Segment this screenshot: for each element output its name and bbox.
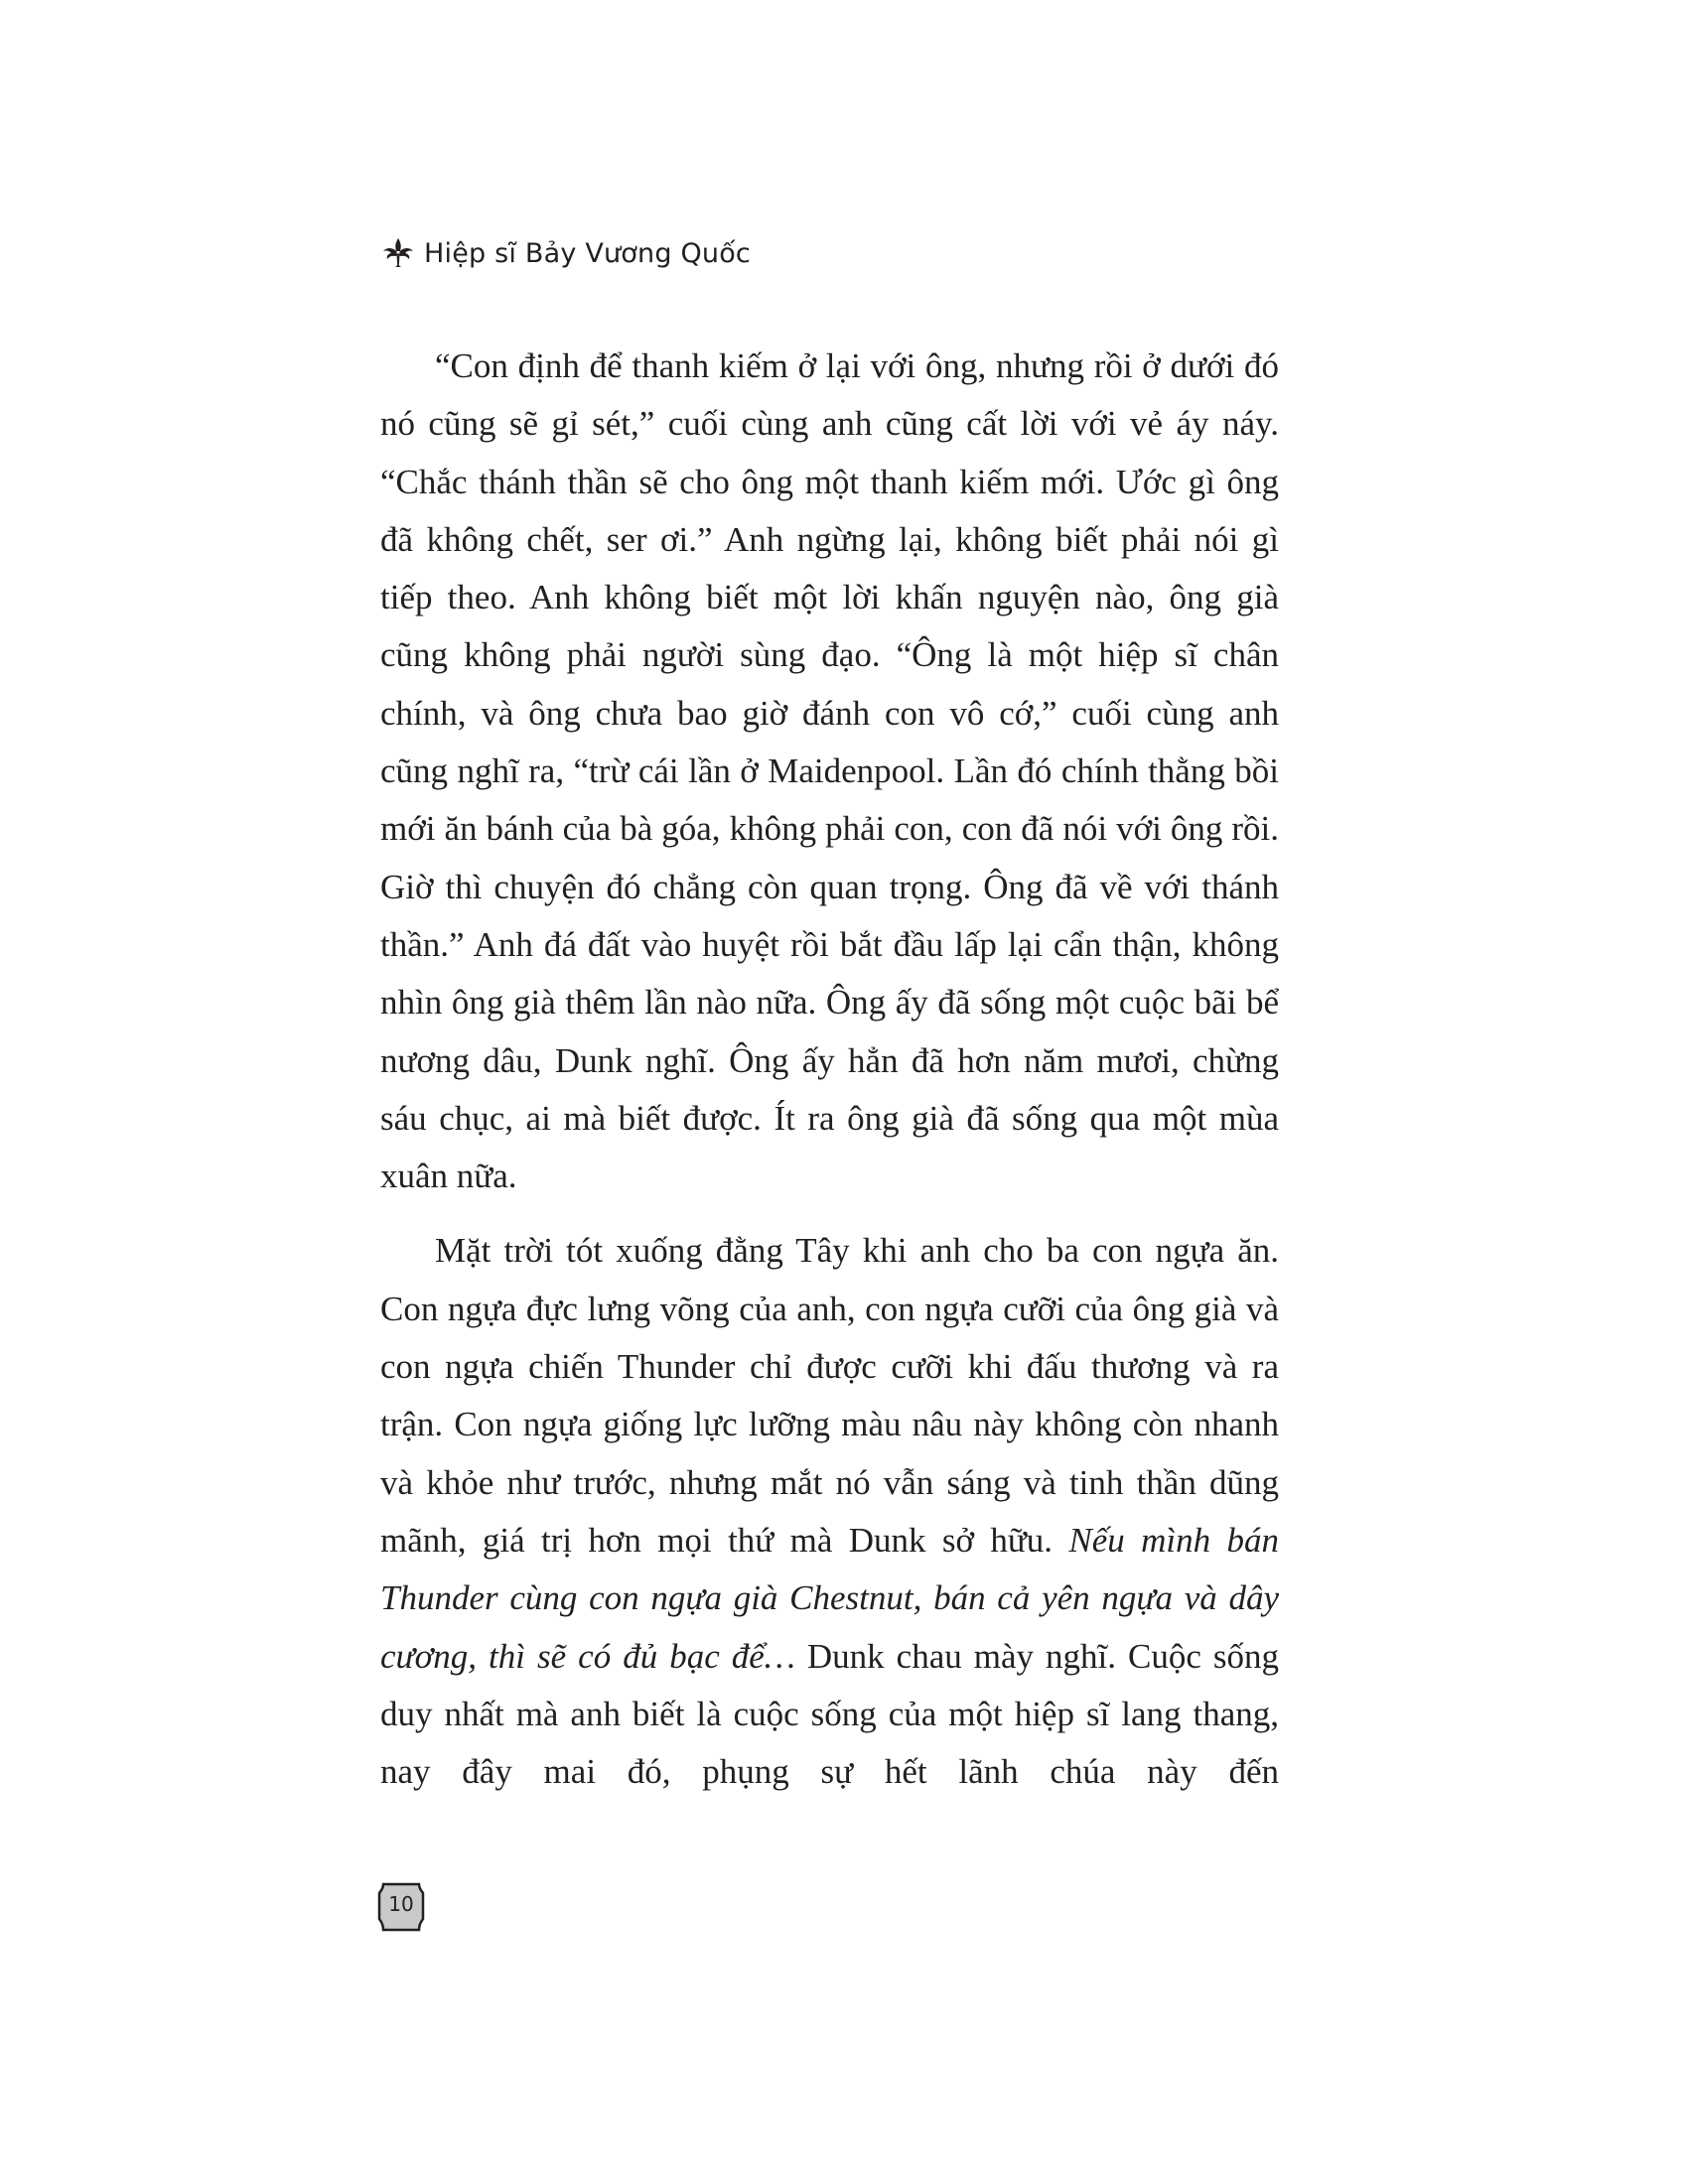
body-text	[380, 338, 1279, 1801]
fleur-de-lis-icon	[380, 236, 416, 270]
page-number-badge	[377, 1881, 425, 1933]
paragraph-1: “Con định để thanh kiếm ở lại với ông, nhưng rồi ở dưới đó nó cũng sẽ gỉ sét,” cuối cùng anh cũng cất lời với vẻ áy náy. “Chắc thánh thần sẽ cho ông một thanh kiếm mới. Ước gì ông đã không chết, ser ơi.” Anh ngừng lại, không biết phải nói gì tiếp theo. Anh không biết một lời khấn nguyện nào, ông già cũng không phải người sùng đạo. “Ông là một hiệp sĩ chân chính, và ông chưa bao giờ đánh con vô cớ,” cuối cùng anh cũng nghĩ ra, “trừ cái lần ở Maidenpool. Lần đó chính thằng bồi mới ăn bánh của bà góa, không phải con, con đã nói với ông rồi. Giờ thì chuyện đó chẳng còn quan trọng. Ông đã về với thánh thần.” Anh đá đất vào huyệt rồi bắt đầu lấp lại cẩn thận, không nhìn ông già thêm lần nào nữa. Ông ấy đã sống một cuộc bãi bể nương dâu, Dunk nghĩ. Ông ấy hẳn đã hơn năm mươi, chừng sáu chục, ai mà biết được. Ít ra ông già đã sống qua một mùa xuân nữa.	[380, 346, 1279, 1196]
paragraph-2-end: Dunk chau mày nghĩ. Cuộc sống duy nhất mà anh biết là cuộc sống của một hiệp sĩ lang thang, nay đây mai đó, phụng sự hết lãnh chúa này đến	[380, 1636, 1280, 1792]
running-header	[380, 236, 751, 270]
paragraph-2	[380, 1222, 1279, 1801]
book-title: Hiệp sĩ Bảy Vương Quốc	[424, 237, 751, 269]
paragraph-2-start: Mặt trời tót xuống đằng Tây khi anh cho ba con ngựa ăn. Con ngựa đực lưng võng của anh, con ngựa cưỡi của ông già và con ngựa chiến Thunder chỉ được cưỡi khi đấu thương và ra trận. Con ngựa giống lực lưỡng màu nâu này không còn nhanh và khỏe như trước, nhưng mắt nó vẫn sáng và tinh thần dũng mãnh, giá trị hơn mọi thứ mà Dunk sở hữu.	[380, 1231, 1279, 1560]
page-number: 10	[388, 1892, 414, 1916]
paragraph-2-italic-thought: Nếu mình bán Thunder cùng con ngựa già Chestnut, bán cả yên ngựa và dây cương, thì sẽ có đủ bạc để…	[380, 1520, 1280, 1676]
